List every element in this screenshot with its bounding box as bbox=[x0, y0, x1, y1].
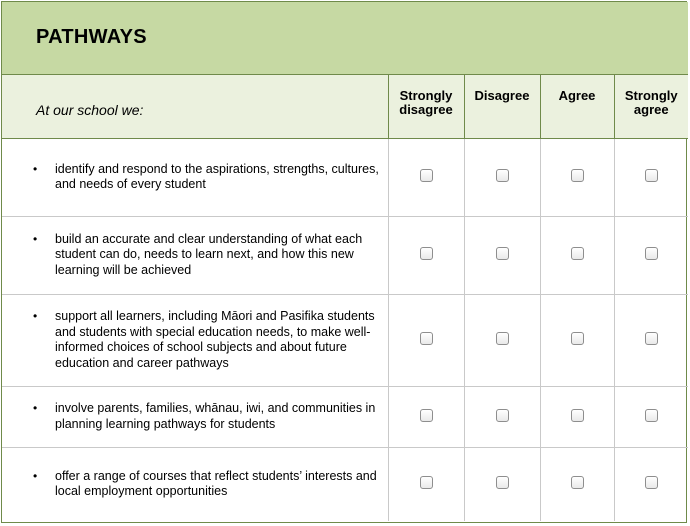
statement-text: offer a range of courses that reflect students’ interests and local employment opportunities bbox=[55, 468, 377, 499]
cell-strongly-disagree bbox=[388, 294, 464, 386]
cell-strongly-disagree bbox=[388, 138, 464, 216]
cell-strongly-agree bbox=[614, 386, 688, 447]
checkbox-disagree[interactable] bbox=[496, 169, 509, 182]
checkbox-disagree[interactable] bbox=[496, 332, 509, 345]
statement-cell bbox=[2, 216, 388, 294]
statement-cell bbox=[2, 138, 388, 216]
checkbox-disagree[interactable] bbox=[496, 409, 509, 422]
cell-agree bbox=[540, 294, 614, 386]
bullet: • bbox=[33, 309, 38, 323]
checkbox-strongly-disagree[interactable] bbox=[420, 169, 433, 182]
checkbox-agree[interactable] bbox=[571, 409, 584, 422]
title-row bbox=[2, 2, 688, 74]
pathways-survey bbox=[1, 1, 687, 523]
statement-cell bbox=[2, 447, 388, 521]
statement-cell bbox=[2, 294, 388, 386]
checkbox-agree[interactable] bbox=[571, 169, 584, 182]
cell-disagree bbox=[464, 138, 540, 216]
checkbox-strongly-agree[interactable] bbox=[645, 332, 658, 345]
table-row bbox=[2, 447, 688, 521]
checkbox-strongly-agree[interactable] bbox=[645, 409, 658, 422]
table-row bbox=[2, 386, 688, 447]
checkbox-strongly-disagree[interactable] bbox=[420, 476, 433, 489]
table-row bbox=[2, 138, 688, 216]
bullet: • bbox=[33, 468, 38, 483]
cell-agree bbox=[540, 216, 614, 294]
cell-strongly-agree bbox=[614, 216, 688, 294]
column-header-agree: Agree bbox=[540, 74, 614, 138]
statement-text: support all learners, including Māori and Pasifika students and students with special education needs, to make well-informed choices of school subjects and about future education and career pathways bbox=[55, 309, 375, 370]
bullet: • bbox=[33, 161, 38, 176]
checkbox-strongly-agree[interactable] bbox=[645, 476, 658, 489]
statement-text: involve parents, families, whānau, iwi, and communities in planning learning pathways for students bbox=[55, 401, 376, 431]
statement-column-header: At our school we: bbox=[2, 74, 388, 138]
cell-agree bbox=[540, 138, 614, 216]
cell-strongly-disagree bbox=[388, 447, 464, 521]
table-row bbox=[2, 216, 688, 294]
bullet: • bbox=[33, 231, 38, 246]
checkbox-agree[interactable] bbox=[571, 247, 584, 260]
cell-strongly-disagree bbox=[388, 216, 464, 294]
checkbox-agree[interactable] bbox=[571, 332, 584, 345]
cell-disagree bbox=[464, 294, 540, 386]
header-row bbox=[2, 74, 688, 138]
checkbox-agree[interactable] bbox=[571, 476, 584, 489]
column-header-strongly-agree: Strongly agree bbox=[614, 74, 688, 138]
column-header-disagree: Disagree bbox=[464, 74, 540, 138]
statement-text: identify and respond to the aspirations, strengths, cultures, and needs of every student bbox=[55, 161, 379, 191]
cell-strongly-agree bbox=[614, 138, 688, 216]
checkbox-strongly-disagree[interactable] bbox=[420, 409, 433, 422]
checkbox-disagree[interactable] bbox=[496, 476, 509, 489]
checkbox-strongly-disagree[interactable] bbox=[420, 247, 433, 260]
cell-agree bbox=[540, 447, 614, 521]
cell-disagree bbox=[464, 386, 540, 447]
checkbox-strongly-disagree[interactable] bbox=[420, 332, 433, 345]
cell-strongly-agree bbox=[614, 294, 688, 386]
checkbox-disagree[interactable] bbox=[496, 247, 509, 260]
cell-strongly-agree bbox=[614, 447, 688, 521]
checkbox-strongly-agree[interactable] bbox=[645, 169, 658, 182]
table-row bbox=[2, 294, 688, 386]
cell-agree bbox=[540, 386, 614, 447]
cell-strongly-disagree bbox=[388, 386, 464, 447]
survey-table bbox=[2, 2, 688, 521]
checkbox-strongly-agree[interactable] bbox=[645, 247, 658, 260]
bullet: • bbox=[33, 401, 38, 415]
cell-disagree bbox=[464, 447, 540, 521]
statement-text: build an accurate and clear understanding of what each student can do, needs to learn next, and how this new learning will be achieved bbox=[55, 231, 363, 277]
column-header-strongly-disagree: Strongly disagree bbox=[388, 74, 464, 138]
cell-disagree bbox=[464, 216, 540, 294]
page-title: PATHWAYS bbox=[2, 2, 688, 74]
statement-cell bbox=[2, 386, 388, 447]
